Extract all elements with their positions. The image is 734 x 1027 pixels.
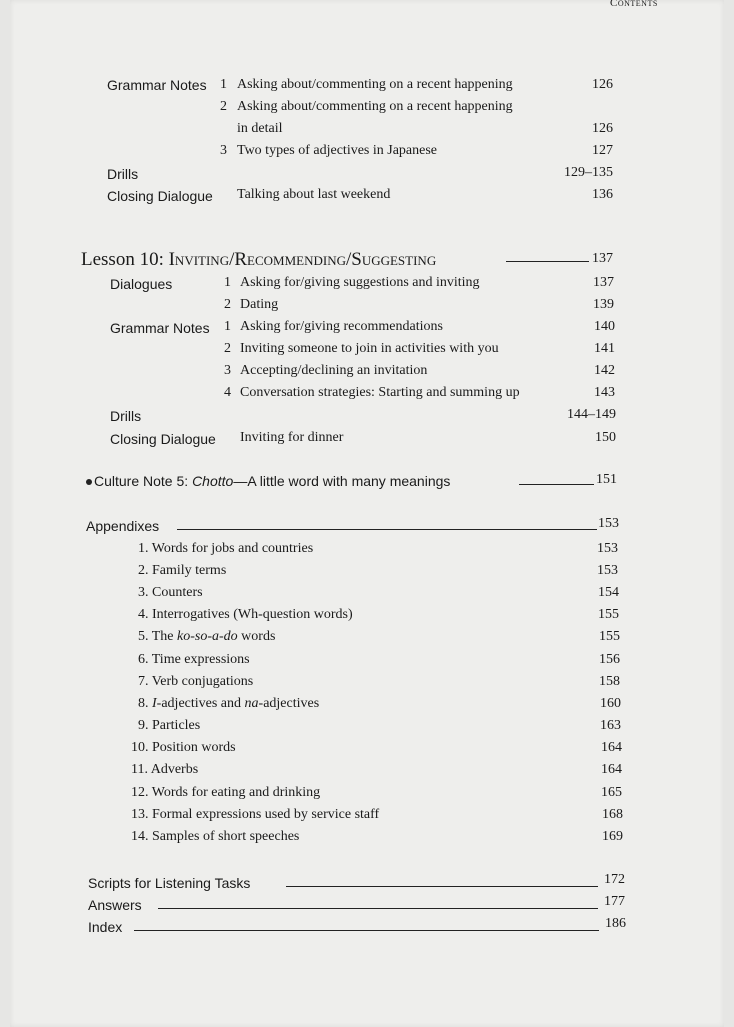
appendix-item-page: 154 [598,585,619,600]
toc-item-page: 140 [594,319,615,334]
culture-note-page: 151 [596,472,617,487]
running-head: Contents [610,0,658,9]
grammar-notes-label: Grammar Notes [107,77,207,93]
appendix-item: 13. Formal expressions used by service staff [131,807,380,822]
closing-dialogue-label: Closing Dialogue [110,431,216,447]
appendixes-heading: Appendixes [86,518,160,534]
closing-dialogue-page: 150 [595,430,616,445]
toc-item-text-continued: in detail [237,121,283,136]
appendix-item-page: 155 [599,629,620,644]
lesson-page: 137 [592,251,613,266]
appendix-item: 7. Verb conjugations [138,674,254,689]
lesson-title: Lesson 10: Inviting/Recommending/Suggesting [81,249,437,270]
leader-line [158,908,598,909]
toc-item-page: 142 [594,363,615,378]
appendix-item-page: 163 [600,718,621,733]
appendix-item: 11. Adverbs [131,762,199,777]
appendix-item-page: 156 [599,652,620,667]
appendix-item: 8. I-adjectives and na-adjectives [138,696,320,711]
appendix-item: 6. Time expressions [138,652,250,667]
toc-item-text: Dating [240,297,279,312]
leader-line [177,529,597,530]
toc-item-number: 1 [224,319,231,334]
culture-note-title: Culture Note 5: Chotto—A little word with many meanings [86,473,450,489]
drills-page: 144–149 [567,407,616,422]
appendix-item-page: 164 [601,740,622,755]
appendix-item-page: 168 [602,807,623,822]
toc-item-page: 126 [592,77,613,92]
closing-dialogue-page: 136 [592,187,613,202]
bullet-icon [86,479,92,485]
toc-item-text: Asking about/commenting on a recent happening [237,77,513,92]
appendix-item: 10. Position words [131,740,236,755]
dialogues-label: Dialogues [110,276,173,292]
appendix-item-page: 165 [601,785,622,800]
closing-dialogue-label: Closing Dialogue [107,188,213,204]
toc-item-number: 1 [224,275,231,290]
toc-item-number: 3 [224,363,231,378]
leader-line [134,930,599,931]
toc-item-text: Asking for/giving suggestions and inviting [240,275,480,290]
appendix-item: 4. Interrogatives (Wh-question words) [138,607,353,622]
appendix-item: 5. The ko-so-a-do words [138,629,276,644]
appendix-item-page: 153 [597,563,618,578]
closing-dialogue-text: Inviting for dinner [240,430,344,445]
drills-label: Drills [107,166,139,182]
appendix-item: 14. Samples of short speeches [131,829,300,844]
toc-item-number: 1 [220,77,227,92]
toc-item-page: 143 [594,385,615,400]
appendix-item-page: 164 [601,762,622,777]
end-section-page: 186 [605,916,626,931]
toc-item-text: Asking about/commenting on a recent happening [237,99,513,114]
toc-item-text: Conversation strategies: Starting and summing up [240,385,520,400]
appendix-item-page: 169 [602,829,623,844]
toc-item-number: 2 [224,341,231,356]
appendixes-page: 153 [598,516,619,531]
grammar-notes-label: Grammar Notes [110,320,210,336]
leader-line [286,886,598,887]
appendix-item-page: 158 [599,674,620,689]
toc-item-number: 2 [220,99,227,114]
appendix-item-page: 153 [597,541,618,556]
toc-item-text: Accepting/declining an invitation [240,363,428,378]
drills-label: Drills [110,408,142,424]
appendix-item: 12. Words for eating and drinking [131,785,321,800]
end-section-page: 172 [604,872,625,887]
toc-item-page: 141 [594,341,615,356]
appendix-item: 1. Words for jobs and countries [138,541,314,556]
toc-item-page: 137 [593,275,614,290]
toc-item-page: 126 [592,121,613,136]
end-section-label: Answers [88,897,142,913]
appendix-item: 9. Particles [138,718,201,733]
appendix-item: 2. Family terms [138,563,227,578]
appendix-item-page: 155 [598,607,619,622]
end-section-label: Index [88,919,123,935]
toc-item-number: 4 [224,385,231,400]
toc-item-text: Two types of adjectives in Japanese [237,143,438,158]
toc-item-page: 139 [593,297,614,312]
toc-item-page: 127 [592,143,613,158]
toc-item-text: Asking for/giving recommendations [240,319,443,334]
toc-item-number: 3 [220,143,227,158]
end-section-label: Scripts for Listening Tasks [88,875,251,891]
toc-item-text: Inviting someone to join in activities with you [240,341,499,356]
end-section-page: 177 [604,894,625,909]
appendix-item: 3. Counters [138,585,203,600]
appendix-item-page: 160 [600,696,621,711]
closing-dialogue-text: Talking about last weekend [237,187,391,202]
toc-item-number: 2 [224,297,231,312]
drills-page: 129–135 [564,165,613,180]
